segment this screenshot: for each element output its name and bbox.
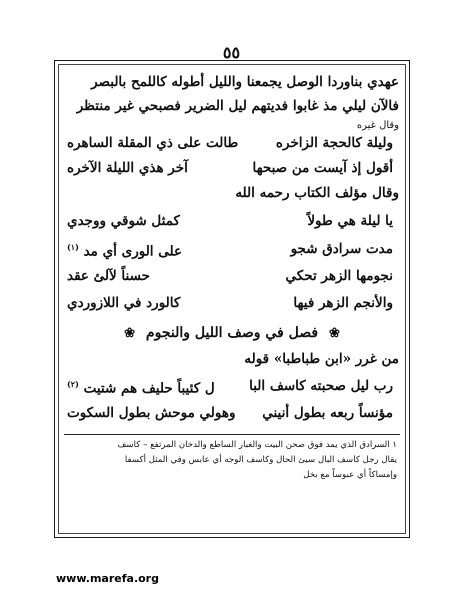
flower-ornament-icon: ❀: [328, 326, 340, 341]
page-number: ٥٥: [222, 43, 241, 62]
verse-hemistich: مدت سرادق شجو: [290, 241, 393, 257]
footnote-divider: [64, 434, 400, 435]
verse-row: [67, 407, 393, 421]
verse-hemistich-with-note: [67, 243, 182, 259]
footnote-marker: (٢): [67, 379, 79, 389]
verse-hemistich: والأنجم الزهر فيها: [293, 295, 393, 311]
website-watermark: www.marefa.org: [56, 572, 159, 585]
section-heading-text: فصل في وصف الليل والنجوم: [145, 325, 319, 341]
footnote-line-2: يقال رجل كاسف البال سيئ الحال وكاسف الوجه أي عابس وفي المثل أكسفا: [124, 455, 397, 465]
verse-hemistich: آخر هذي الليلة الآخره: [67, 160, 188, 176]
verse-hemistich: مؤنساً ربعه بطول أنيني: [262, 405, 393, 421]
verse-hemistich-with-note: [67, 380, 215, 396]
verse-hemistich: وهولي موحش بطول السكوت: [67, 405, 236, 421]
verse-row: [67, 215, 393, 229]
text-line-3: وقال غيره: [356, 120, 399, 131]
verse-hemistich: كمثل شوقي ووجدي: [67, 213, 180, 229]
verse-hemistich: نجومها الزهر تحكي: [285, 268, 393, 284]
verse-hemistich: أقول إذ آيست من صبحها: [252, 160, 393, 176]
verse-hemistich: على الورى أي مد: [83, 243, 183, 260]
verse-hemistich: حسناً لآلئ عقد: [67, 268, 151, 284]
verse-row: [67, 162, 393, 176]
intro-line: من غرر «ابن طباطبا» قوله: [244, 351, 399, 367]
verse-row: [67, 297, 393, 311]
footnote-line-3: وإمساكاً أي عبوساً مع بخل: [303, 470, 397, 480]
verse-hemistich: وليلة كالحجة الزاخره: [275, 135, 393, 151]
verse-hemistich: كالورد في اللازوردي: [67, 295, 181, 311]
text-line-1: عهدي بناوردا الوصل يجمعنا والليل أطوله كاللمح بالبصر: [91, 74, 399, 90]
footnote-marker: (١): [67, 242, 79, 252]
verse-row: [67, 243, 393, 259]
verse-row: [67, 380, 393, 396]
verse-row: [67, 137, 393, 151]
verse-hemistich: يا ليلة هي طولاً: [307, 213, 393, 229]
verse-row: [67, 270, 393, 284]
attribution: وقال مؤلف الكتاب رحمه الله: [235, 185, 399, 201]
text-line-2: فالآن ليلي مذ غابوا فديتهم ليل الضرير فصبحي غير منتظر: [76, 98, 399, 114]
verse-hemistich: رب ليل صحبته كاسف البا: [249, 378, 393, 394]
verse-hemistich: ل كئيباً حليف هم شتيت: [83, 380, 215, 397]
verse-hemistich: طالت على ذي المقلة الساهره: [67, 135, 239, 151]
flower-ornament-icon: ❀: [124, 326, 136, 341]
footnote-line-1: ١ السرادق الذي يمد فوق صحن البيت والغبار الساطع والدخان المرتفع – كاسف: [117, 440, 397, 450]
section-heading: [58, 325, 406, 341]
